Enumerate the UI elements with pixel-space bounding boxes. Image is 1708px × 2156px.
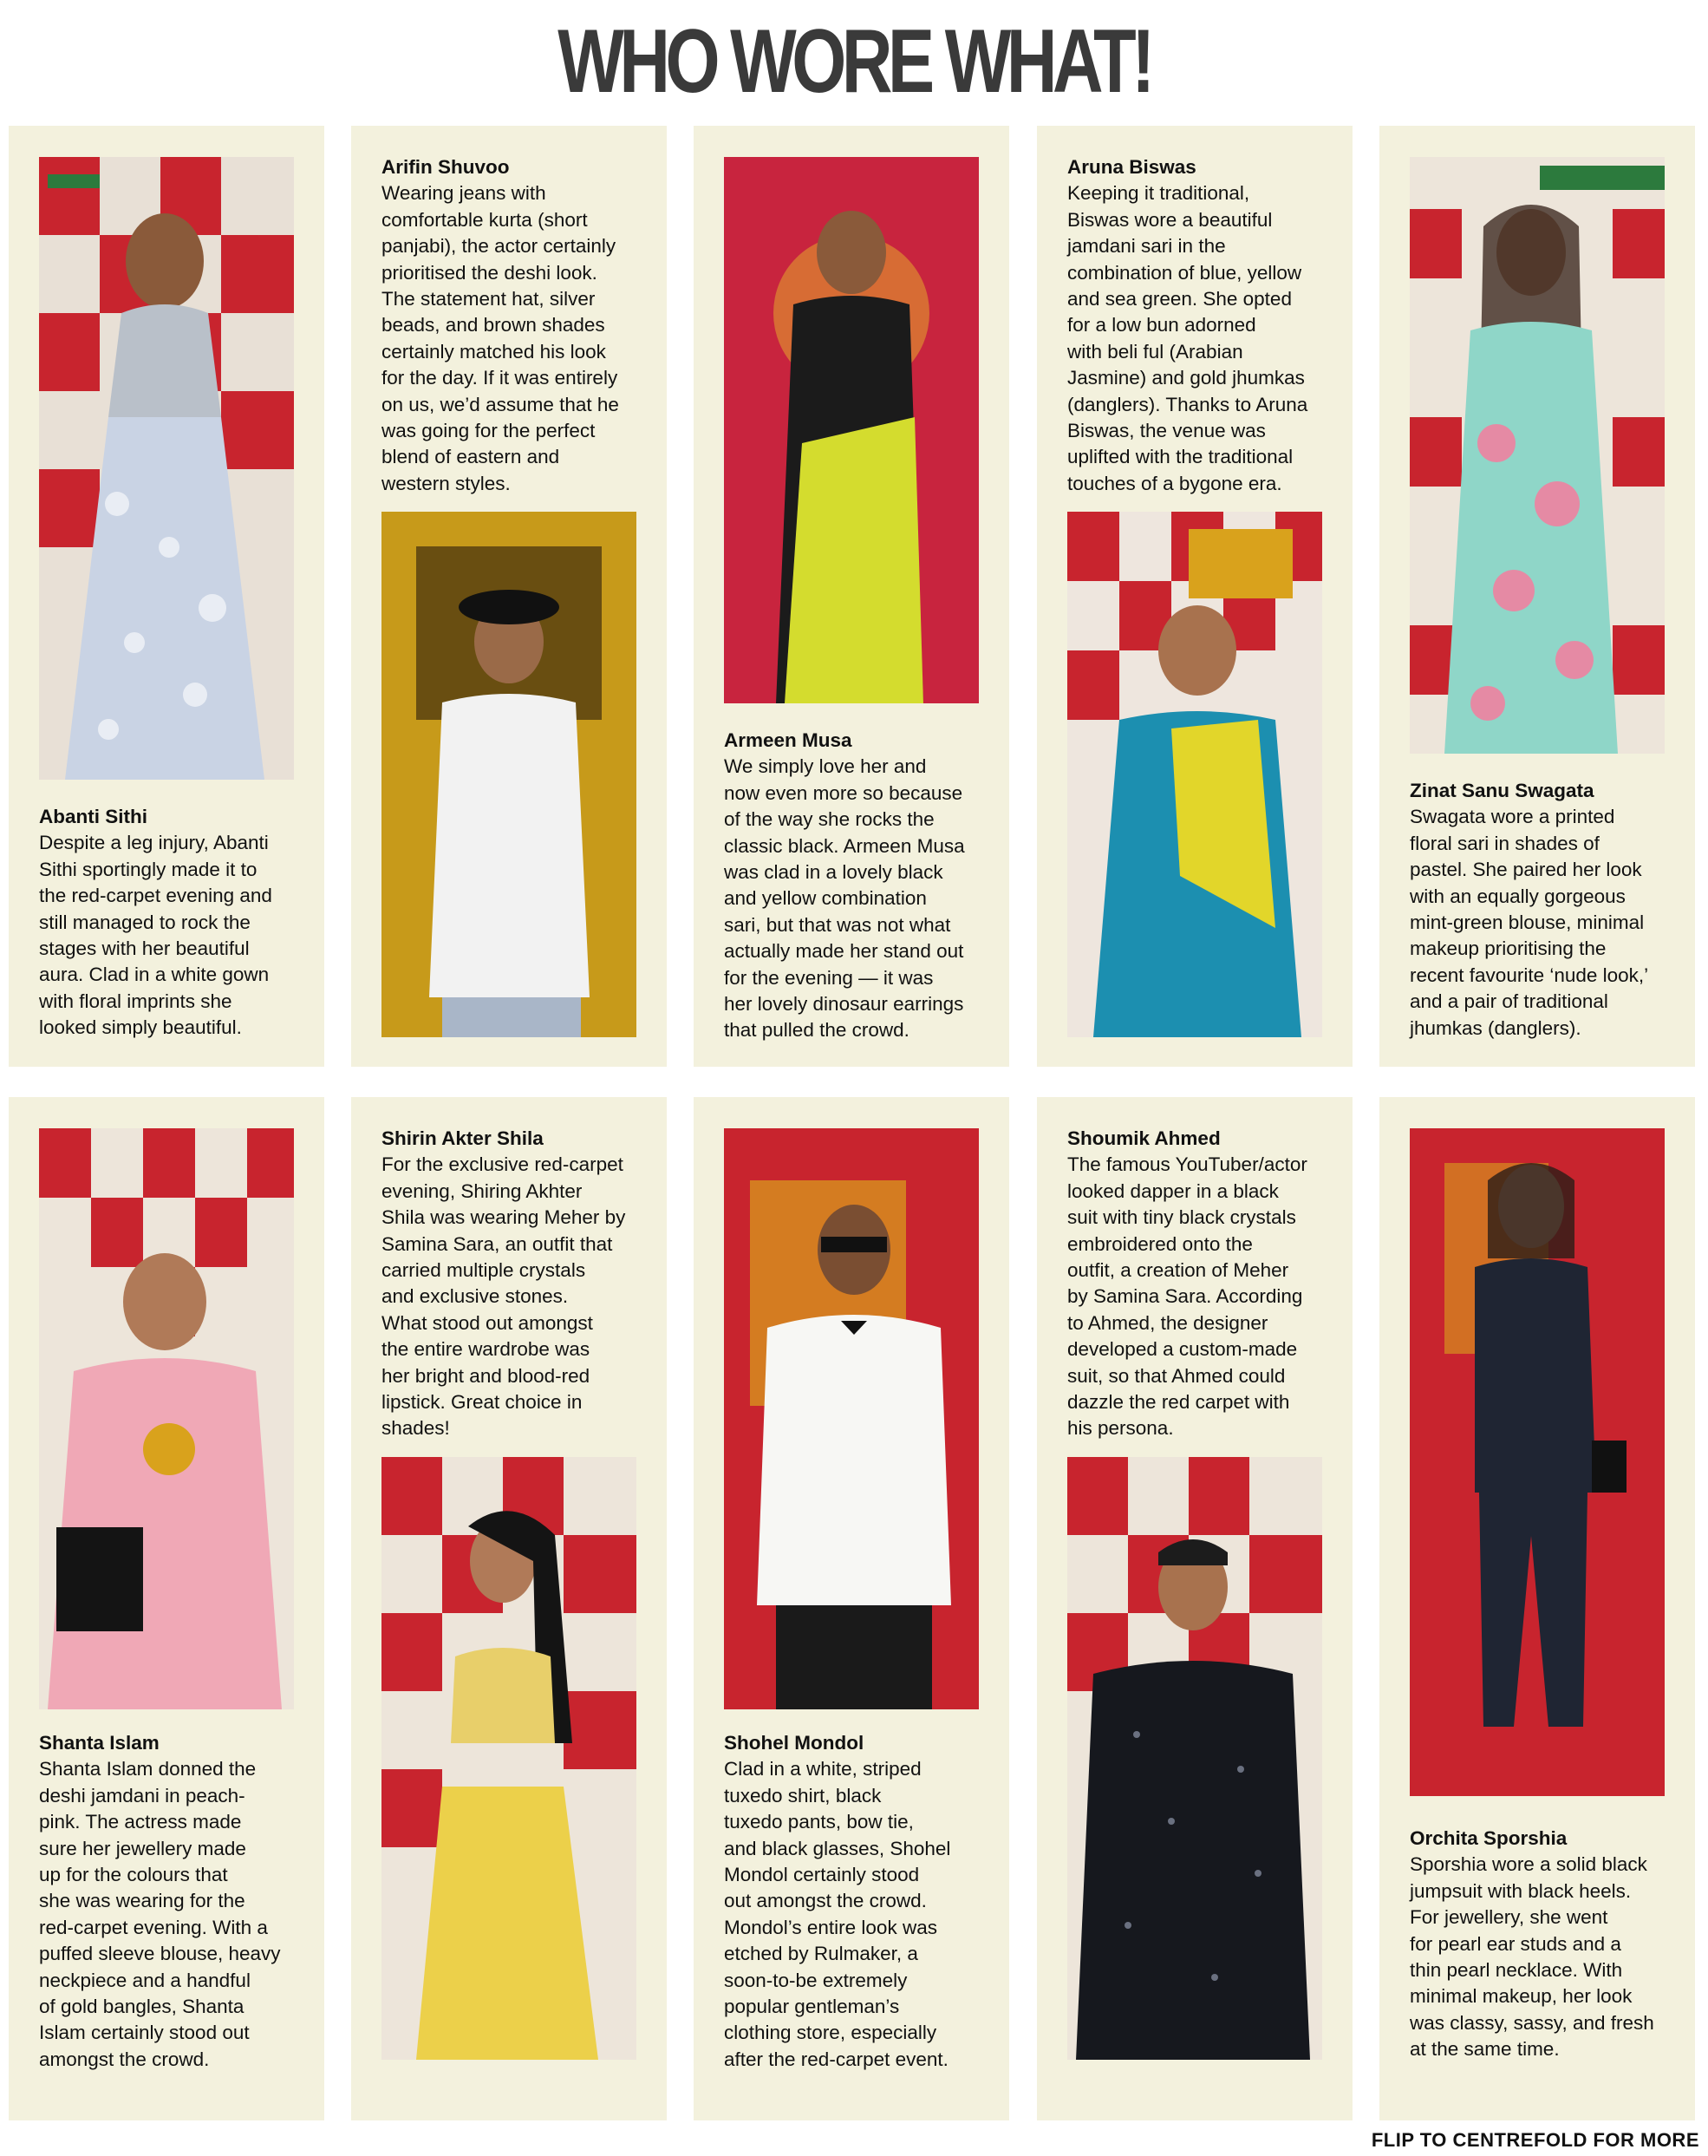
- caption-shohel-mondol: [724, 1730, 984, 2073]
- card-arifin-shuvoo: [351, 126, 667, 1067]
- person-name: Shohel Mondol: [724, 1732, 864, 1754]
- caption-zinat-sanu-swagata: [1410, 778, 1670, 1042]
- card-abanti-sithi: [9, 126, 324, 1067]
- card-orchita-sporshia: [1379, 1097, 1695, 2120]
- person-name: Armeen Musa: [724, 729, 852, 751]
- caption-orchita-sporshia: [1410, 1826, 1670, 2063]
- caption-text: Shanta Islam donned the deshi jamdani in peach- pink. The actress made sure her jewellery made up for the colours that she was wearing for the red-carpet evening. With a puffed sleeve blouse, heavy neckpiece and a handful of gold bangles, Shanta Islam certainly stood out amongst the crowd.: [39, 1758, 281, 2070]
- caption-shoumik-ahmed: [1067, 1126, 1327, 1442]
- photo-shoumik-ahmed: [1067, 1457, 1322, 2060]
- caption-abanti-sithi: [39, 804, 299, 1042]
- person-name: Zinat Sanu Swagata: [1410, 780, 1594, 801]
- photo-aruna-biswas: [1067, 512, 1322, 1037]
- card-armeen-musa: [694, 126, 1009, 1067]
- person-name: Shirin Akter Shila: [381, 1127, 544, 1149]
- caption-arifin-shuvoo: [381, 154, 642, 497]
- caption-shirin-akter-shila: [381, 1126, 642, 1442]
- caption-text: We simply love her and now even more so because of the way she rocks the classic black. Armeen Musa was clad in a lovely black and yellow combination sari, but that was not what actually made her stand out for the evening — it was her lovely dinosaur earrings that pulled the crowd.: [724, 755, 965, 1042]
- photo-shirin-akter-shila: [381, 1457, 636, 2060]
- photo-abanti-sithi: [39, 157, 294, 780]
- photo-shohel-mondol: [724, 1128, 979, 1709]
- caption-armeen-musa: [724, 728, 984, 1044]
- person-name: Shanta Islam: [39, 1732, 160, 1754]
- person-name: Arifin Shuvoo: [381, 156, 510, 178]
- card-aruna-biswas: [1037, 126, 1353, 1067]
- caption-text: Sporshia wore a solid black jumpsuit with black heels. For jewellery, she went for pearl ear studs and a thin pearl necklace. With minimal makeup, her look was classy, sassy, and fresh at the same time.: [1410, 1853, 1654, 2061]
- caption-text: Clad in a white, striped tuxedo shirt, black tuxedo pants, bow tie, and black glasses, Shohel Mondol certainly stood out amongst the crowd. Mondol’s entire look was etched by Rulmaker, a soon-to-be extremely popular gentleman’s clothing store, especially after the red-carpet event.: [724, 1758, 951, 2070]
- card-shohel-mondol: [694, 1097, 1009, 2120]
- card-zinat-sanu-swagata: [1379, 126, 1695, 1067]
- caption-text: Wearing jeans with comfortable kurta (short panjabi), the actor certainly prioritised the deshi look. The statement hat, silver beads, and brown shades certainly matched his look for the day. If it was entirely on us, we’d assume that he was going for the perfect blend of eastern and western styles.: [381, 182, 619, 494]
- person-name: Abanti Sithi: [39, 806, 147, 827]
- caption-aruna-biswas: [1067, 154, 1327, 497]
- caption-text: The famous YouTuber/actor looked dapper in a black suit with tiny black crystals embroidered onto the outfit, a creation of Meher by Samina Sara. According to Ahmed, the designer developed a custom-made suit, so that Ahmed could dazzle the red carpet with his persona.: [1067, 1153, 1307, 1440]
- caption-shanta-islam: [39, 1730, 299, 2073]
- photo-armeen-musa: [724, 157, 979, 703]
- caption-text: Swagata wore a printed floral sari in shades of pastel. She paired her look with an equally gorgeous mint-green blouse, minimal makeup prioritising the recent favourite ‘nude look,’ and a pair of traditional jhumkas (danglers).: [1410, 806, 1649, 1039]
- card-shanta-islam: [9, 1097, 324, 2120]
- person-name: Orchita Sporshia: [1410, 1827, 1568, 1849]
- person-name: Shoumik Ahmed: [1067, 1127, 1221, 1149]
- caption-text: For the exclusive red-carpet evening, Shiring Akhter Shila was wearing Meher by Samina Sara, an outfit that carried multiple crystals and exclusive stones. What stood out amongst the entire wardrobe was her bright and blood-red lipstick. Great choice in shades!: [381, 1153, 626, 1440]
- card-shoumik-ahmed: [1037, 1097, 1353, 2120]
- photo-shanta-islam: [39, 1128, 294, 1709]
- caption-text: Keeping it traditional, Biswas wore a beautiful jamdani sari in the combination of blue, yellow and sea green. She opted for a low bun adorned with beli ful (Arabian Jasmine) and gold jhumkas (danglers). Thanks to Aruna Biswas, the venue was uplifted with the traditional touches of a bygone era.: [1067, 182, 1308, 494]
- photo-arifin-shuvoo: [381, 512, 636, 1037]
- caption-text: Despite a leg injury, Abanti Sithi sportingly made it to the red-carpet evening and still managed to rock the stages with her beautiful aura. Clad in a white gown with floral imprints she looked simply beautiful.: [39, 832, 272, 1039]
- photo-zinat-sanu-swagata: [1410, 157, 1665, 754]
- card-shirin-akter-shila: [351, 1097, 667, 2120]
- person-name: Aruna Biswas: [1067, 156, 1196, 178]
- photo-orchita-sporshia: [1410, 1128, 1665, 1796]
- footer-note: FLIP TO CENTREFOLD FOR MORE: [1371, 2129, 1699, 2151]
- page-title: WHO WORE WHAT!: [557, 11, 1151, 112]
